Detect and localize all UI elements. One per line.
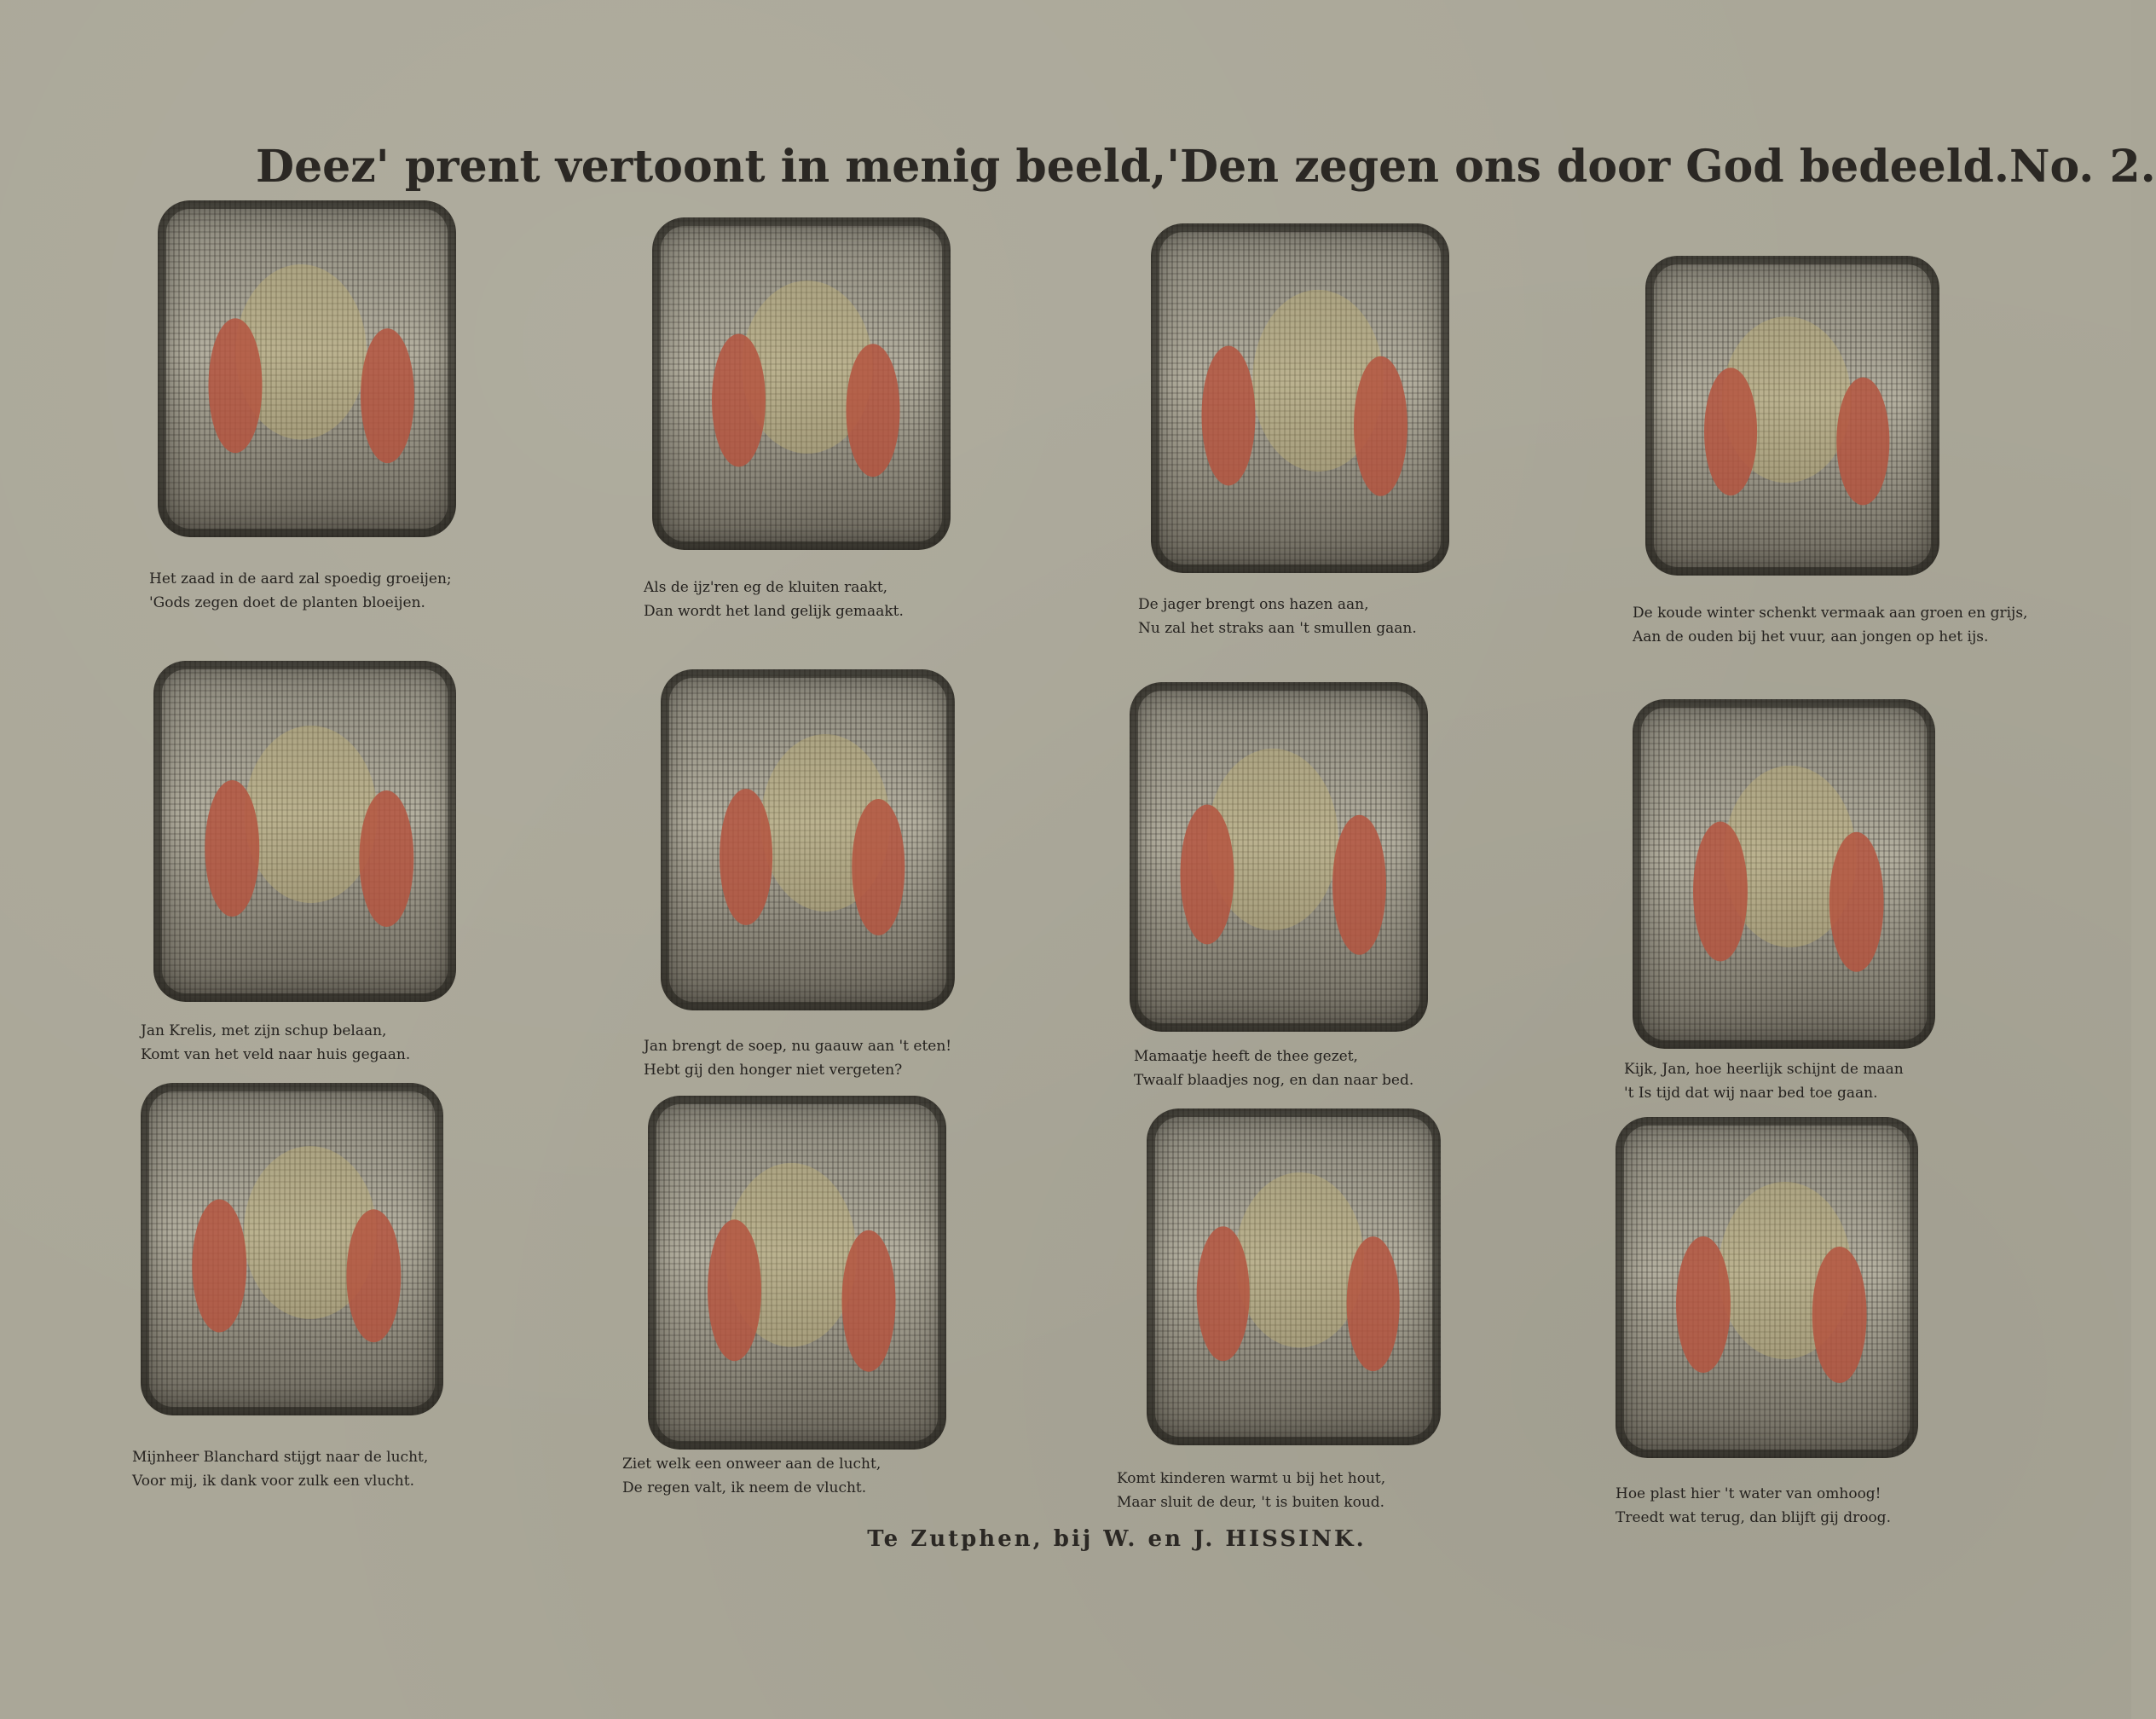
hand-colouring: [1633, 699, 1935, 1049]
yellow-wash: [245, 726, 378, 903]
caption-line: Aan de ouden bij het vuur, aan jongen op het ijs.: [1633, 628, 1989, 645]
caption-line: Als de ijz'ren eg de kluiten raakt,: [644, 579, 888, 596]
woodcut-thunderstorm: [648, 1096, 946, 1450]
red-daub: [1197, 1226, 1250, 1361]
woodcut-water-from-above: [1616, 1117, 1918, 1458]
panel-9-caption: [132, 1445, 428, 1493]
woodcut-farmer-sowing: [158, 200, 456, 537]
printer-imprint: Te Zutphen, bij W. en J. HISSINK.: [867, 1526, 1367, 1552]
red-daub: [359, 790, 413, 927]
caption-line: Hebt gij den honger niet vergeten?: [644, 1062, 903, 1079]
caption-line: Komt kinderen warmt u bij het hout,: [1117, 1470, 1386, 1487]
red-daub: [1693, 822, 1748, 962]
hand-colouring: [1616, 1117, 1918, 1458]
caption-line: De koude winter schenkt vermaak aan groen en grijs,: [1633, 605, 2028, 622]
red-daub: [1704, 368, 1757, 495]
caption-line: Kijk, Jan, hoe heerlijk schijnt de maan: [1624, 1061, 1904, 1078]
red-daub: [842, 1230, 896, 1372]
panel-3-caption: [1138, 593, 1417, 640]
woodcut-winter-skating: [1645, 256, 1939, 576]
caption-line: Jan Krelis, met zijn schup belaan,: [141, 1022, 387, 1039]
caption-line: Ziet welk een onweer aan de lucht,: [622, 1456, 881, 1473]
caption-line: De jager brengt ons hazen aan,: [1138, 596, 1369, 613]
red-daub: [1676, 1236, 1731, 1373]
caption-line: 't Is tijd dat wij naar bed toe gaan.: [1624, 1085, 1878, 1102]
hand-colouring: [648, 1096, 946, 1450]
woodcut-man-returning-from-field: [153, 661, 456, 1002]
red-daub: [712, 334, 766, 467]
caption-line: Het zaad in de aard zal spoedig groeijen;: [149, 570, 452, 587]
hand-colouring: [1147, 1108, 1441, 1445]
caption-line: Maar sluit de deur, 't is buiten koud.: [1117, 1494, 1385, 1511]
caption-line: Hoe plast hier 't water van omhoog!: [1616, 1485, 1881, 1502]
woodcut-tea-at-table: [1130, 682, 1428, 1032]
caption-line: Dan wordt het land gelijk gemaakt.: [644, 603, 904, 620]
hand-colouring: [158, 200, 456, 537]
caption-line: Komt van het veld naar huis gegaan.: [141, 1046, 411, 1063]
red-daub: [1354, 356, 1407, 496]
red-daub: [720, 789, 772, 925]
hand-colouring: [1645, 256, 1939, 576]
red-daub: [1347, 1236, 1400, 1371]
panel-6-caption: [644, 1034, 951, 1082]
panel-7-caption: [1134, 1045, 1413, 1092]
panel-10-caption: [622, 1452, 881, 1500]
panel-2-caption: [644, 576, 904, 623]
red-daub: [1202, 346, 1256, 486]
panel-1-caption: [149, 567, 452, 615]
panel-8-caption: [1624, 1057, 1904, 1105]
hand-colouring: [153, 661, 456, 1002]
woodcut-fireplace: [1147, 1108, 1441, 1445]
hand-colouring: [661, 669, 955, 1010]
red-daub: [1829, 832, 1884, 972]
hand-colouring: [652, 217, 951, 550]
panel-4-caption: [1633, 601, 2027, 649]
caption-line: Nu zal het straks aan 't smullen gaan.: [1138, 620, 1417, 637]
red-daub: [209, 318, 263, 453]
title-part-1: Deez' prent vertoont in menig beeld,: [256, 140, 1167, 193]
red-daub: [346, 1209, 401, 1342]
caption-line: 'Gods zegen doet de planten bloeijen.: [149, 594, 425, 611]
caption-line: Mijnheer Blanchard stijgt naar de lucht,: [132, 1449, 429, 1466]
caption-line: Mamaatje heeft de thee gezet,: [1134, 1048, 1358, 1065]
caption-line: De regen valt, ik neem de vlucht.: [622, 1479, 867, 1496]
red-daub: [1332, 815, 1386, 955]
red-daub: [708, 1219, 761, 1361]
red-daub: [1181, 805, 1234, 945]
yellow-wash: [1235, 1172, 1365, 1347]
red-daub: [847, 344, 900, 477]
red-daub: [205, 780, 259, 917]
red-daub: [192, 1200, 246, 1333]
red-daub: [1836, 378, 1889, 506]
woodcut-hot-air-balloon: [141, 1083, 443, 1415]
hand-colouring: [1130, 682, 1428, 1032]
caption-line: Treedt wat terug, dan blijft gij droog.: [1616, 1509, 1891, 1526]
woodcut-moonlit-house: [1633, 699, 1935, 1049]
title-number: No. 2.: [2009, 140, 2156, 193]
sheet-title: [256, 128, 2156, 205]
hand-colouring: [141, 1083, 443, 1415]
woodcut-servant-with-soup: [661, 669, 955, 1010]
red-daub: [1812, 1247, 1867, 1383]
title-part-2: 'Den zegen ons door God bedeeld.: [1166, 140, 2009, 193]
woodcut-hunter-in-village: [1151, 223, 1449, 573]
woodcut-field-with-poplars: [652, 217, 951, 550]
panel-12-caption: [1616, 1482, 1891, 1530]
caption-line: Voor mij, ik dank voor zulk een vlucht.: [132, 1473, 414, 1490]
panel-5-caption: [141, 1019, 410, 1067]
red-daub: [852, 799, 905, 935]
caption-line: Twaalf blaadjes nog, en dan naar bed.: [1134, 1072, 1414, 1089]
hand-colouring: [1151, 223, 1449, 573]
red-daub: [361, 328, 414, 463]
panel-11-caption: [1117, 1467, 1385, 1514]
caption-line: Jan brengt de soep, nu gaauw aan 't eten!: [644, 1038, 952, 1055]
